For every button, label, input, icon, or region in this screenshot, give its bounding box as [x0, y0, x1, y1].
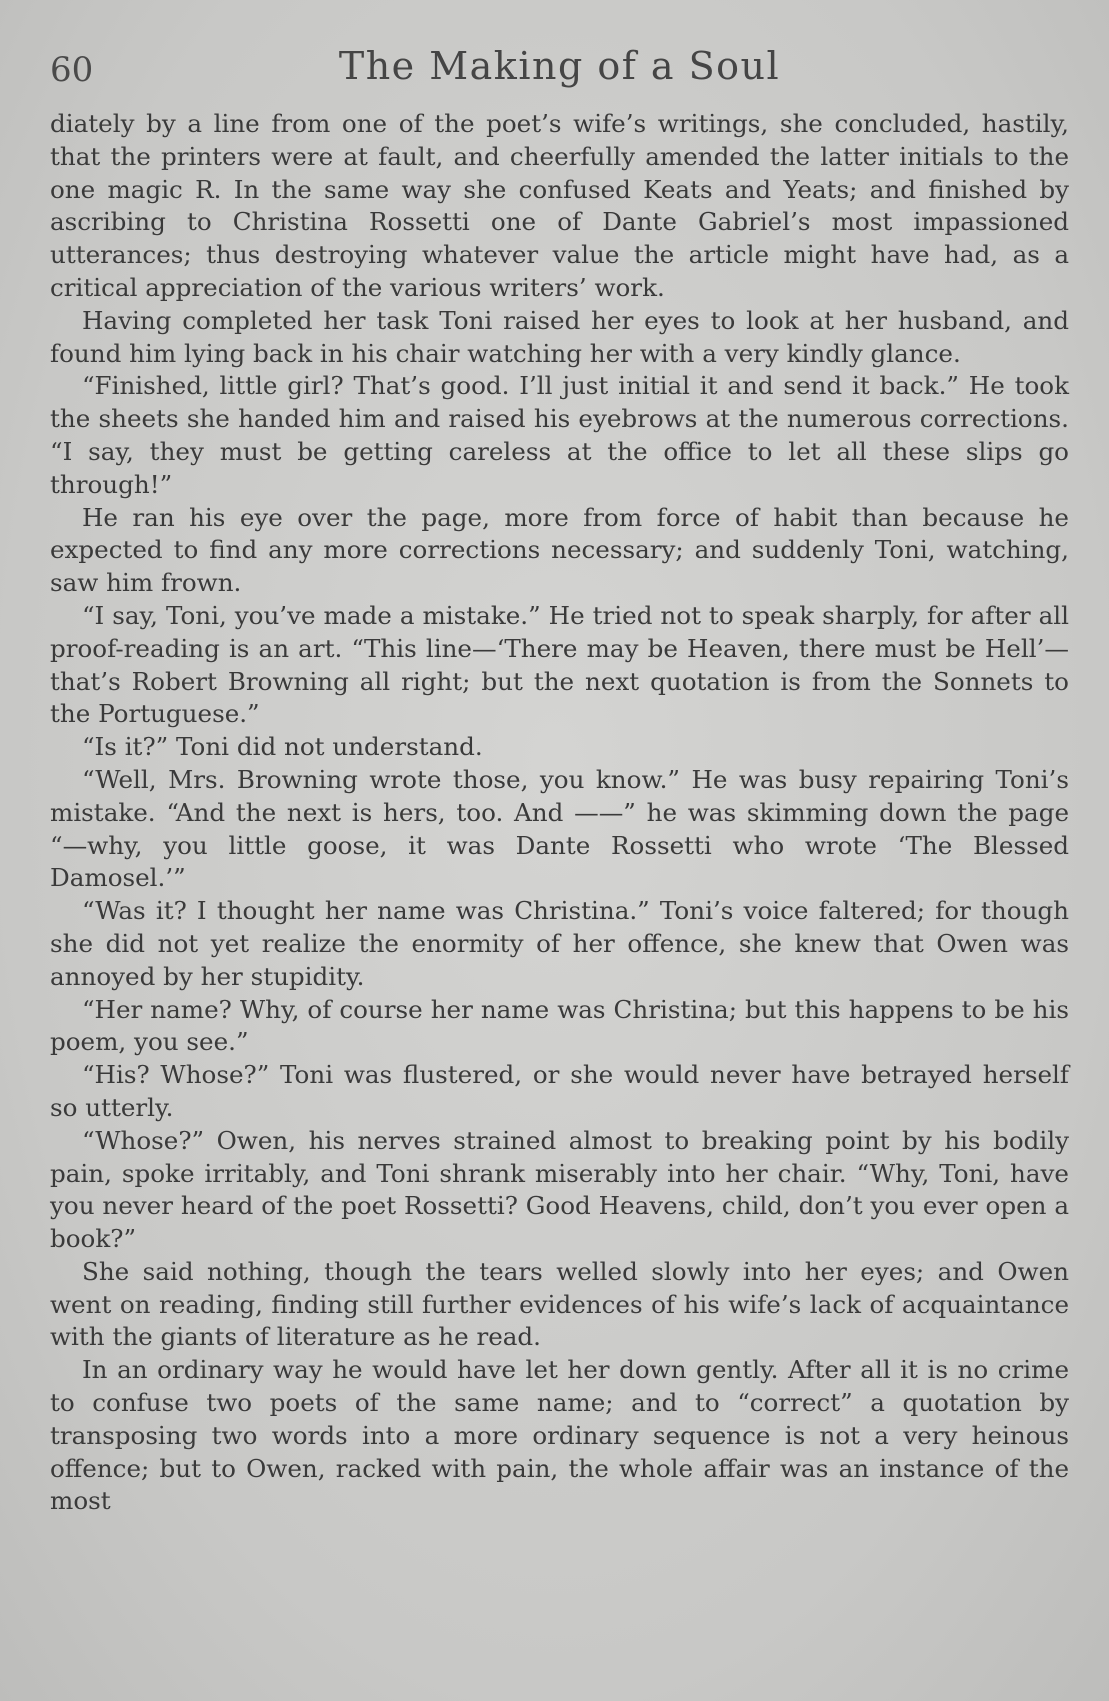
paragraph-11: “Whose?” Owen, his nerves strained almost to breaking point by his bodily pain, spoke irritably, and Toni shrank miserably into her chair. “Why, Toni, have you never heard of the poet Rossetti? Good Heavens, child, don’t you ever open a book?” [50, 1125, 1069, 1254]
page-number: 60 [50, 50, 94, 90]
paragraph-13: In an ordinary way he would have let her down gently. After all it is no crime to confuse two poets of the same name; and to “correct” a quotation by transposing two words into a more ordinary sequence is not a very heinous offence; but to Owen, racked with pain, the whole affair was an instance of the most [50, 1355, 1069, 1516]
paragraph-2: Having completed her task Toni raised her eyes to look at her husband, and found him lying back in his chair watching her with a very kindly glance. [50, 305, 1069, 368]
paragraph-6: “Is it?” Toni did not understand. [81, 732, 483, 762]
paragraph-10: “His? Whose?” Toni was flustered, or she would never have betrayed herself so utterly. [50, 1060, 1069, 1122]
running-title: The Making of a Soul [338, 44, 781, 88]
paragraph-8: “Was it? I thought her name was Christina.” Toni’s voice faltered; for though she did not yet realize the enormity of her offence, she knew that Owen was annoyed by her stupidity. [50, 896, 1069, 991]
paragraph-9: “Her name? Why, of course her name was Christina; but this happens to be his poem, you see.” [50, 994, 1069, 1057]
paragraph-12: She said nothing, though the tears welled slowly into her eyes; and Owen went on reading, finding still further evidences of his wife’s lack of acquaintance with the giants of literature as he read. [50, 1256, 1069, 1352]
paragraph-7: “Well, Mrs. Browning wrote those, you know.” He was busy repairing Toni’s mistake. “And the next is hers, too. And ——” he was skimming down the page “—why, you little goose, it was Dante Rossetti who wrote ‘The Blessed Damosel.’” [50, 764, 1069, 893]
paragraph-5: “I say, Toni, you’ve made a mistake.” He tried not to speak sharply, for after all proof-reading is an art. “This line—‘There may be Heaven, there must be Hell’—that’s Robert Browning all right; but the next quotation is from the Sonnets to the Portuguese.” [50, 600, 1069, 729]
paragraph-1: diately by a line from one of the poet’s wife’s writings, she concluded, hastily, that the printers were at fault, and cheerfully amended the latter initials to the one magic R. In the same way she confused Keats and Yeats; and finished by ascribing to Christina Rossetti one of Dante Gabriel’s most impassioned utterances; thus destroying whatever value the article might have had, as a critical appreciation of the various writers’ work. [50, 109, 1069, 302]
running-head [50, 38, 1069, 108]
paragraph-4: He ran his eye over the page, more from force of habit than because he expected to find any more corrections necessary; and suddenly Toni, watching, saw him frown. [50, 502, 1069, 598]
paragraph-3: “Finished, little girl? That’s good. I’ll just initial it and send it back.” He took the sheets she handed him and raised his eyebrows at the numerous corrections. “I say, they must be getting careless at the office to let all these slips go through!” [50, 371, 1069, 499]
text-body [50, 108, 1069, 1518]
